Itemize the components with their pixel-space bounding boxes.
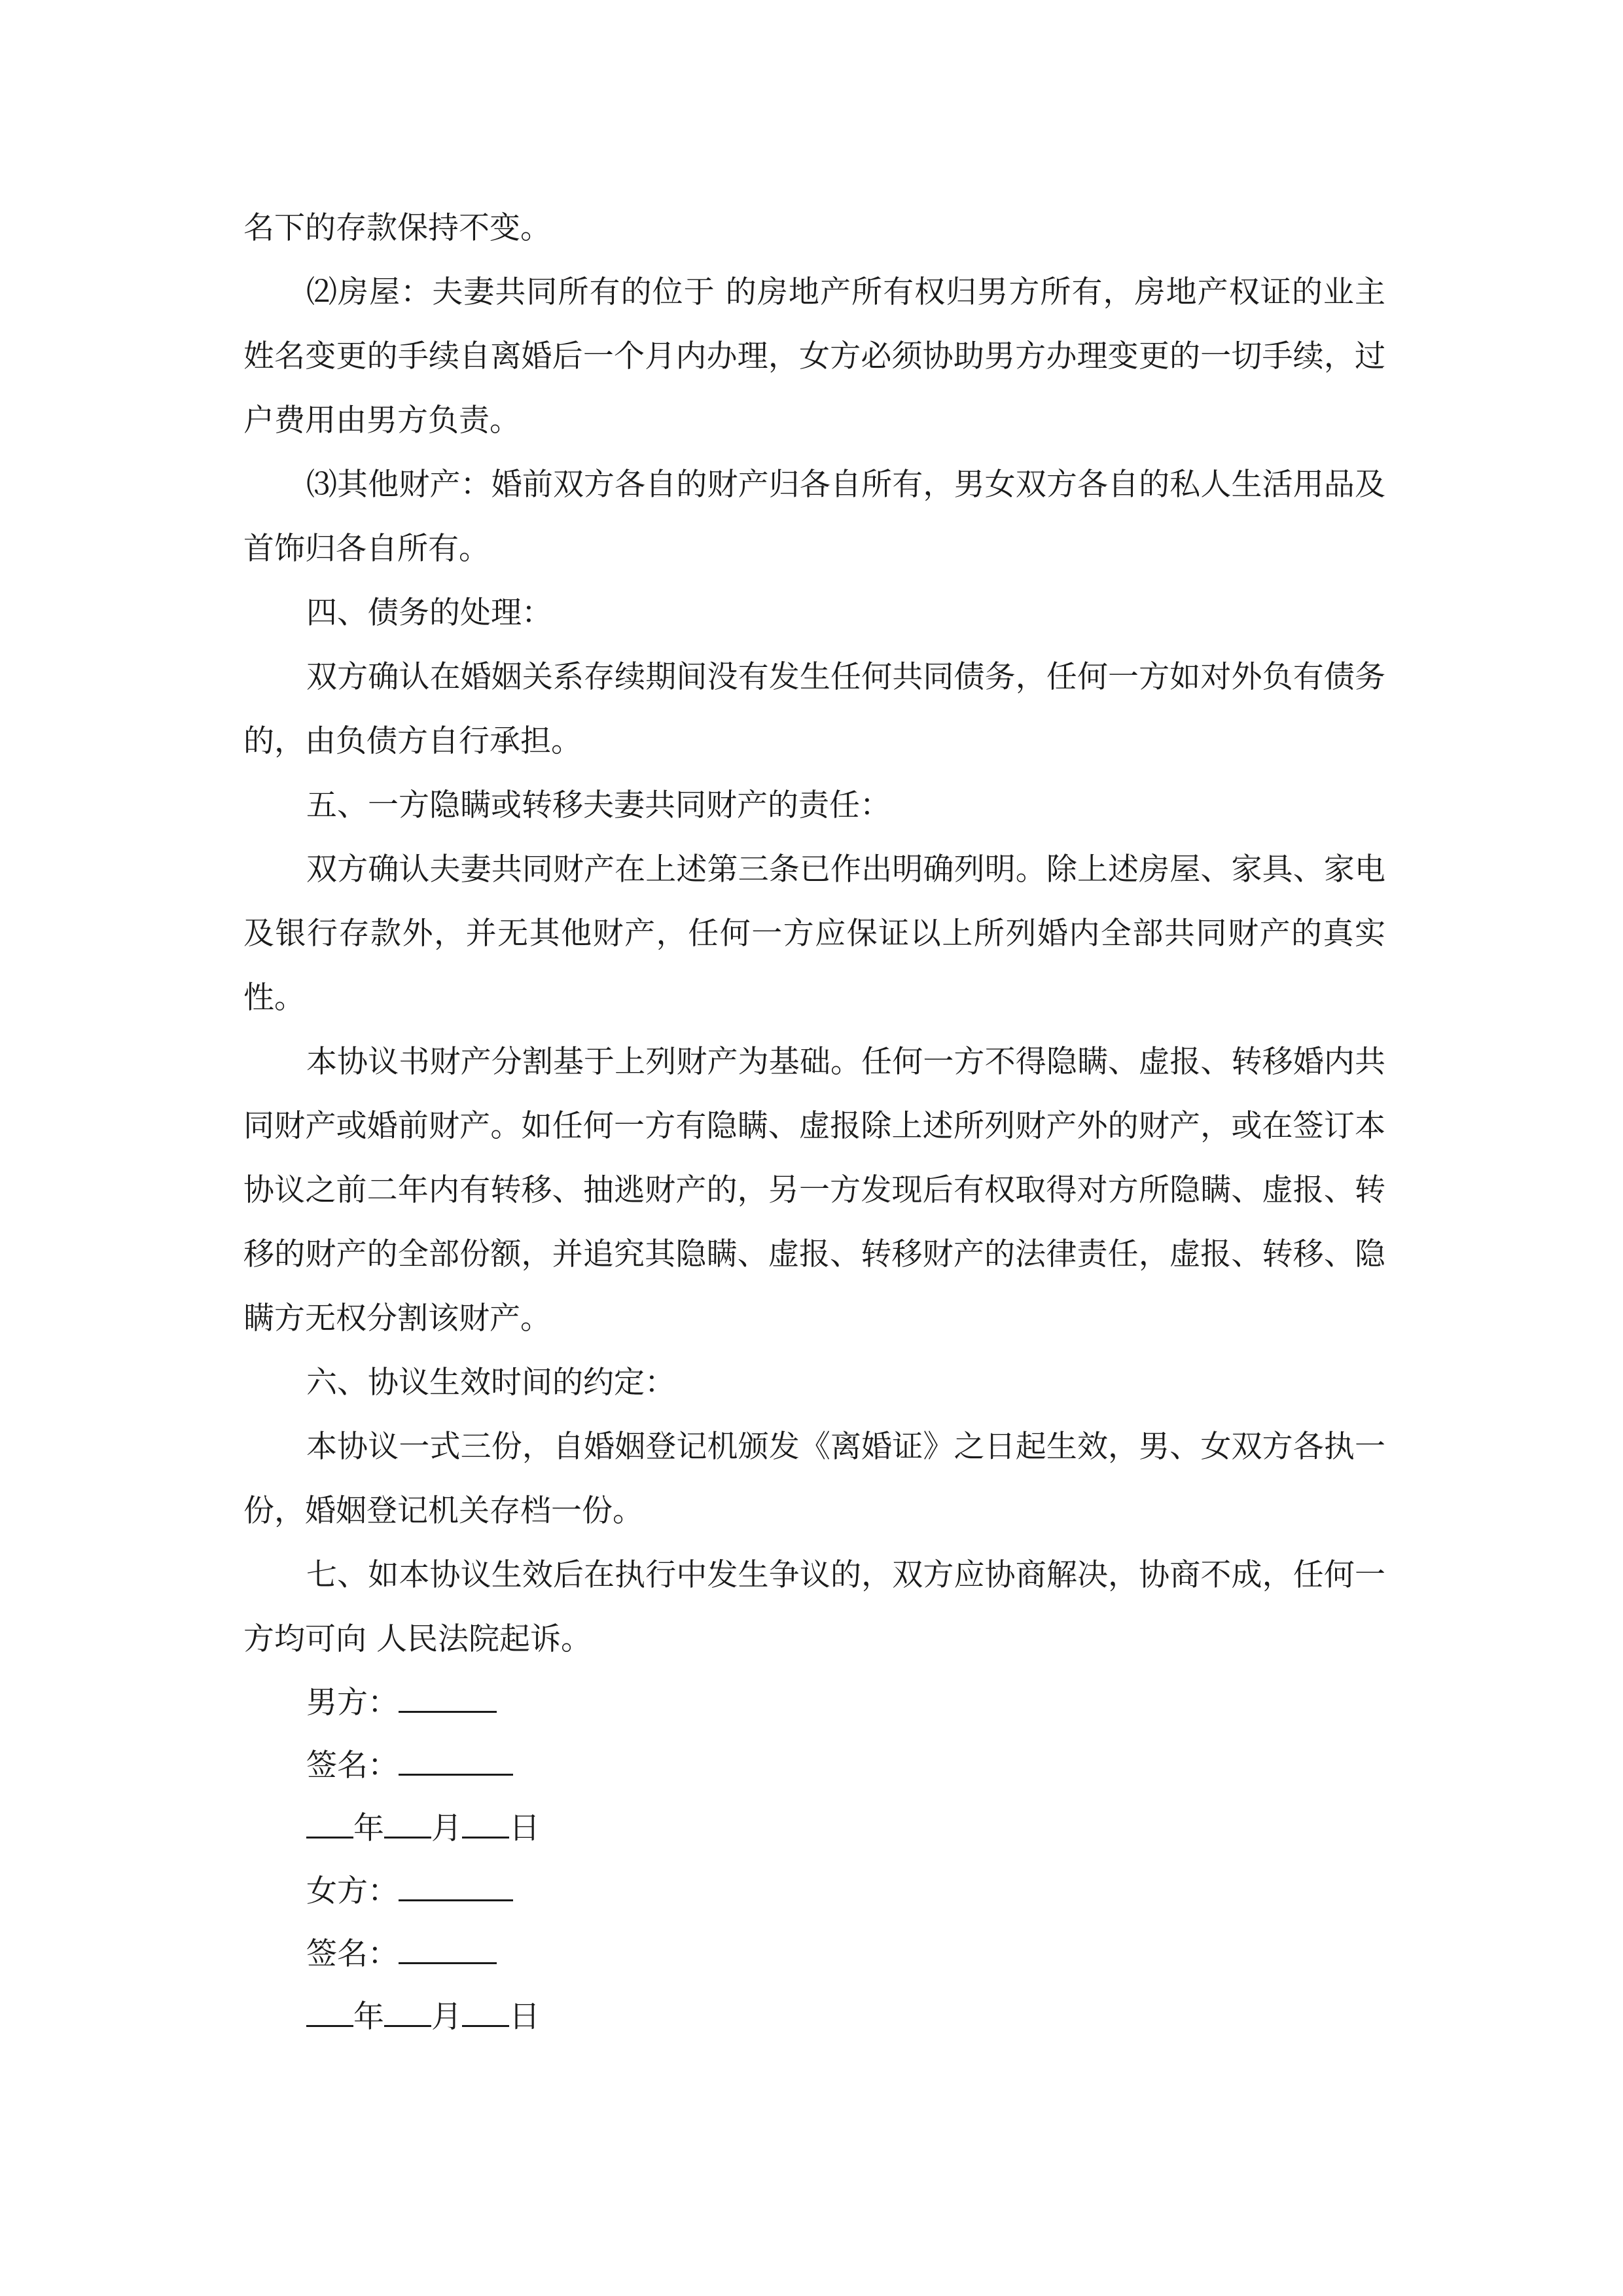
- date-line-female: [243, 1986, 1385, 2049]
- section-heading-concealment: 五、一方隐瞒或转移夫妻共同财产的责任：: [306, 787, 891, 823]
- paragraph-other-property: ⑶其他财产：婚前双方各自的财产归各自所有，男女双方各自的私人生活用品及首饰归各自所有。: [243, 467, 1385, 567]
- month-blank: [384, 2001, 431, 2027]
- year-blank: [306, 1813, 353, 1839]
- paragraph-dispute: 七、如本协议生效后在执行中发生争议的，双方应协商解决，协商不成，任何一方均可向 人民法院起诉。: [243, 1557, 1385, 1657]
- signature-block: [243, 1672, 1385, 2049]
- sign-label-female: 签名：: [306, 1936, 399, 1972]
- paragraph-concealment-1: 双方确认夫妻共同财产在上述第三条已作出明确列明。除上述房屋、家具、家电及银行存款外，并无其他财产，任何一方应保证以上所列婚内全部共同财产的真实性。: [243, 852, 1385, 1016]
- male-sign-blank: [399, 1750, 513, 1776]
- female-name-blank: [399, 1876, 513, 1901]
- document-body: [243, 196, 1385, 2049]
- day-label: 日: [509, 1999, 540, 2035]
- signature-line-male-sign: [243, 1734, 1385, 1797]
- paragraph-effective: 本协议一式三份，自婚姻登记机颁发《离婚证》之日起生效，男、女双方各执一份，婚姻登记机关存档一份。: [243, 1429, 1385, 1529]
- sign-label-male: 签名：: [306, 1748, 399, 1784]
- date-line-male: [243, 1797, 1385, 1860]
- month-blank: [384, 1813, 431, 1839]
- signature-line-female: [243, 1860, 1385, 1923]
- female-label: 女方：: [306, 1873, 399, 1909]
- year-label: 年: [353, 1999, 384, 2035]
- male-label: 男方：: [306, 1685, 399, 1721]
- day-blank: [462, 1813, 509, 1839]
- section-heading-effective: 六、协议生效时间的约定：: [306, 1365, 675, 1401]
- year-blank: [306, 2001, 353, 2027]
- year-label: 年: [353, 1810, 384, 1846]
- paragraph-concealment-2: 本协议书财产分割基于上列财产为基础。任何一方不得隐瞒、虚报、转移婚内共同财产或婚前财产。如任何一方有隐瞒、虚报除上述所列财产外的财产，或在签订本协议之前二年内有转移、抽逃财产的，另一方发现后有权取得对方所隐瞒、虚报、转移的财产的全部份额，并追究其隐瞒、虚报、转移财产的法律责任，虚报、转移、隐瞒方无权分割该财产。: [243, 1044, 1385, 1336]
- signature-line-male: [243, 1672, 1385, 1734]
- month-label: 月: [431, 1999, 462, 2035]
- month-label: 月: [431, 1810, 462, 1846]
- paragraph-debt: 双方确认在婚姻关系存续期间没有发生任何共同债务，任何一方如对外负有债务的，由负债方自行承担。: [243, 659, 1385, 759]
- paragraph-continuation: 名下的存款保持不变。: [243, 210, 551, 246]
- section-heading-debt: 四、债务的处理：: [306, 595, 552, 631]
- day-blank: [462, 2001, 509, 2027]
- day-label: 日: [509, 1810, 540, 1846]
- paragraph-house: ⑵房屋：夫妻共同所有的位于 的房地产所有权归男方所有，房地产权证的业主姓名变更的手续自离婚后一个月内办理，女方必须协助男方办理变更的一切手续，过户费用由男方负责。: [243, 274, 1385, 439]
- male-name-blank: [399, 1687, 497, 1713]
- female-sign-blank: [399, 1939, 497, 1964]
- signature-line-female-sign: [243, 1923, 1385, 1986]
